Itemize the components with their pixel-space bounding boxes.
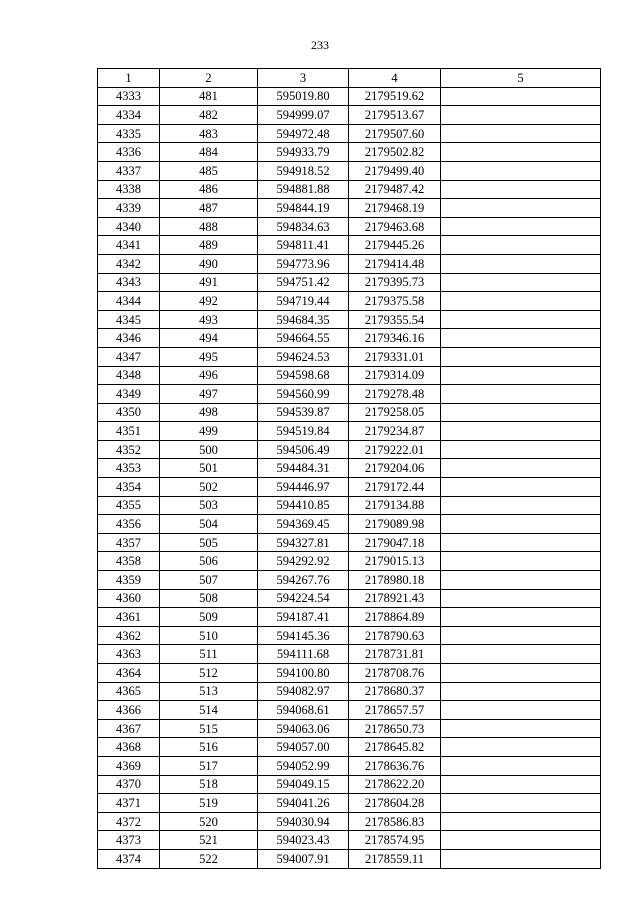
table-cell: 4352 [98,440,160,459]
table-cell: 520 [160,812,258,831]
table-cell: 594224.54 [258,589,349,608]
table-cell: 594369.45 [258,515,349,534]
table-cell: 4364 [98,664,160,683]
table-cell: 4347 [98,347,160,366]
table-cell [441,701,601,720]
table-cell: 4365 [98,682,160,701]
table-row [98,329,601,348]
table-row [98,738,601,757]
table-cell: 4348 [98,366,160,385]
page-number: 233 [311,38,329,52]
table-row [98,812,601,831]
table-cell: 4373 [98,831,160,850]
table-cell: 499 [160,422,258,441]
table-cell: 4341 [98,236,160,255]
table-cell: 4368 [98,738,160,757]
table-cell: 498 [160,403,258,422]
table-cell: 4372 [98,812,160,831]
table-cell: 4337 [98,161,160,180]
table-cell: 519 [160,794,258,813]
table-cell: 2179445.26 [349,236,441,255]
table-cell: 594145.36 [258,626,349,645]
table-row [98,849,601,868]
table-row [98,422,601,441]
table-row [98,180,601,199]
table-row [98,87,601,106]
table-row [98,552,601,571]
table-cell [441,589,601,608]
table-cell: 2178680.37 [349,682,441,701]
table-cell [441,459,601,478]
table-cell: 4342 [98,254,160,273]
table-cell: 594684.35 [258,310,349,329]
table-cell: 594881.88 [258,180,349,199]
table-row [98,775,601,794]
table-row [98,589,601,608]
table-cell: 594292.92 [258,552,349,571]
table-row [98,292,601,311]
table-cell: 512 [160,664,258,683]
table-cell: 4333 [98,87,160,106]
table-cell: 594598.68 [258,366,349,385]
table-cell: 2178650.73 [349,719,441,738]
table-cell: 594111.68 [258,645,349,664]
table-row [98,385,601,404]
table-cell: 521 [160,831,258,850]
table-cell: 2179015.13 [349,552,441,571]
table-cell: 2179234.87 [349,422,441,441]
table-cell: 492 [160,292,258,311]
table-cell: 2178622.20 [349,775,441,794]
table-cell: 4363 [98,645,160,664]
table-cell: 506 [160,552,258,571]
table-cell: 2178731.81 [349,645,441,664]
table-cell: 2179331.01 [349,347,441,366]
table-cell: 489 [160,236,258,255]
table-cell [441,87,601,106]
table-cell: 594041.26 [258,794,349,813]
table-cell: 2178980.18 [349,571,441,590]
table-cell: 594751.42 [258,273,349,292]
table-cell: 2178574.95 [349,831,441,850]
table-cell: 513 [160,682,258,701]
table-row [98,756,601,775]
table-cell: 4345 [98,310,160,329]
table-cell: 594834.63 [258,217,349,236]
table-cell: 483 [160,124,258,143]
table-row [98,533,601,552]
table-cell [441,775,601,794]
table-cell: 594972.48 [258,124,349,143]
table-cell [441,682,601,701]
table-cell [441,849,601,868]
table-row [98,571,601,590]
table-row [98,645,601,664]
table-cell: 2178586.83 [349,812,441,831]
table-cell: 2178921.43 [349,589,441,608]
table-cell [441,366,601,385]
table-row [98,161,601,180]
table-row [98,199,601,218]
column-header: 3 [258,69,349,88]
table-row [98,794,601,813]
table-cell [441,403,601,422]
table-cell [441,236,601,255]
table-cell: 4367 [98,719,160,738]
table-row [98,254,601,273]
table-row [98,124,601,143]
column-header: 1 [98,69,160,88]
table-cell [441,645,601,664]
table-cell [441,124,601,143]
table-cell: 4334 [98,106,160,125]
table-cell: 4344 [98,292,160,311]
table-row [98,496,601,515]
coordinates-table [97,68,601,869]
table-cell: 2179278.48 [349,385,441,404]
table-cell [441,626,601,645]
table-body [98,87,601,868]
table-cell: 594506.49 [258,440,349,459]
table-cell: 594267.76 [258,571,349,590]
table-cell: 594030.94 [258,812,349,831]
table-cell: 594844.19 [258,199,349,218]
table-cell: 594773.96 [258,254,349,273]
table-cell: 2179507.60 [349,124,441,143]
table-cell: 2178657.57 [349,701,441,720]
table-cell: 2178645.82 [349,738,441,757]
table-cell: 501 [160,459,258,478]
table-cell: 4351 [98,422,160,441]
table-cell [441,831,601,850]
table-cell: 2179395.73 [349,273,441,292]
table-cell [441,608,601,627]
table-cell: 594539.87 [258,403,349,422]
table-cell [441,719,601,738]
table-cell: 2179468.19 [349,199,441,218]
table-row [98,719,601,738]
table-cell: 4371 [98,794,160,813]
table-cell: 4346 [98,329,160,348]
header-row [98,69,601,88]
table-cell: 594023.43 [258,831,349,850]
table-cell: 4350 [98,403,160,422]
table-cell: 594624.53 [258,347,349,366]
table-cell: 507 [160,571,258,590]
table-cell: 594052.99 [258,756,349,775]
table-cell: 522 [160,849,258,868]
table-cell [441,571,601,590]
table-cell: 500 [160,440,258,459]
table-cell: 4336 [98,143,160,162]
table-cell [441,254,601,273]
table-cell: 4340 [98,217,160,236]
table-cell: 2179355.54 [349,310,441,329]
table-cell: 594187.41 [258,608,349,627]
table-cell [441,143,601,162]
table-cell: 2179519.62 [349,87,441,106]
table-cell: 497 [160,385,258,404]
table-cell: 494 [160,329,258,348]
table-cell: 502 [160,478,258,497]
column-header: 5 [441,69,601,88]
table-cell: 4355 [98,496,160,515]
table-row [98,608,601,627]
column-header: 2 [160,69,258,88]
table-cell: 4369 [98,756,160,775]
table-cell: 504 [160,515,258,534]
table-cell: 2179499.40 [349,161,441,180]
table-cell: 594560.99 [258,385,349,404]
table-cell: 4366 [98,701,160,720]
table-cell [441,738,601,757]
table-cell: 4353 [98,459,160,478]
table-cell [441,812,601,831]
table-cell: 4358 [98,552,160,571]
table-cell: 511 [160,645,258,664]
table-cell [441,217,601,236]
table-cell: 490 [160,254,258,273]
table-row [98,217,601,236]
table-row [98,515,601,534]
table-cell: 488 [160,217,258,236]
table-cell: 4370 [98,775,160,794]
table-cell: 516 [160,738,258,757]
table-cell: 2179463.68 [349,217,441,236]
table-cell: 594327.81 [258,533,349,552]
table-cell: 4338 [98,180,160,199]
table-cell: 515 [160,719,258,738]
table-row [98,366,601,385]
table-cell: 594410.85 [258,496,349,515]
table-cell [441,664,601,683]
table-row [98,310,601,329]
table-row [98,701,601,720]
table-cell: 486 [160,180,258,199]
table-row [98,143,601,162]
table-row [98,831,601,850]
table-cell: 481 [160,87,258,106]
table-cell: 484 [160,143,258,162]
table-cell: 491 [160,273,258,292]
table-cell [441,515,601,534]
table-cell: 594057.00 [258,738,349,757]
table-cell [441,385,601,404]
table-cell [441,329,601,348]
table-cell: 2178604.28 [349,794,441,813]
table-cell: 594082.97 [258,682,349,701]
table-cell [441,440,601,459]
table-cell: 4361 [98,608,160,627]
table-cell: 2179134.88 [349,496,441,515]
table-cell: 493 [160,310,258,329]
table-cell [441,199,601,218]
table-cell: 4374 [98,849,160,868]
table-header [98,69,601,88]
table-cell: 514 [160,701,258,720]
table-cell: 2179089.98 [349,515,441,534]
table-cell: 2178708.76 [349,664,441,683]
table-cell: 4357 [98,533,160,552]
table-cell: 2179487.42 [349,180,441,199]
table-cell: 2178559.11 [349,849,441,868]
table-cell: 4339 [98,199,160,218]
table-row [98,273,601,292]
table-cell: 2179502.82 [349,143,441,162]
table-cell: 487 [160,199,258,218]
table-cell: 4362 [98,626,160,645]
table-row [98,478,601,497]
table-cell [441,180,601,199]
table-cell: 594063.06 [258,719,349,738]
table-row [98,347,601,366]
table-cell: 2178864.89 [349,608,441,627]
table-cell: 4360 [98,589,160,608]
table-cell: 594918.52 [258,161,349,180]
table-row [98,106,601,125]
table-cell [441,422,601,441]
table-cell: 518 [160,775,258,794]
table-cell [441,347,601,366]
table-row [98,236,601,255]
table-cell: 2179204.06 [349,459,441,478]
table-cell: 594999.07 [258,106,349,125]
table-cell: 517 [160,756,258,775]
table-cell: 4343 [98,273,160,292]
table-cell [441,292,601,311]
table-cell [441,496,601,515]
table-cell: 594664.55 [258,329,349,348]
table-cell: 4354 [98,478,160,497]
table-cell: 594007.91 [258,849,349,868]
table-cell: 495 [160,347,258,366]
table-cell [441,794,601,813]
table-cell: 2179222.01 [349,440,441,459]
table-cell: 496 [160,366,258,385]
table-cell [441,478,601,497]
table-cell: 4356 [98,515,160,534]
table-cell: 594933.79 [258,143,349,162]
table-cell: 485 [160,161,258,180]
table-cell [441,756,601,775]
table-cell [441,552,601,571]
table-cell: 2179314.09 [349,366,441,385]
table-cell: 594811.41 [258,236,349,255]
table-cell: 594100.80 [258,664,349,683]
table-row [98,403,601,422]
table-cell: 505 [160,533,258,552]
table-cell [441,310,601,329]
table-cell: 594068.61 [258,701,349,720]
table-row [98,626,601,645]
table-cell: 594719.44 [258,292,349,311]
table-cell: 2178636.76 [349,756,441,775]
table-row [98,682,601,701]
table-cell: 2179346.16 [349,329,441,348]
table-cell: 2179047.18 [349,533,441,552]
table-cell: 594519.84 [258,422,349,441]
table-cell: 594446.97 [258,478,349,497]
table-cell: 595019.80 [258,87,349,106]
table-cell: 2179375.58 [349,292,441,311]
table-cell: 594484.31 [258,459,349,478]
table-cell: 594049.15 [258,775,349,794]
table-cell: 2178790.63 [349,626,441,645]
table-cell: 2179513.67 [349,106,441,125]
table-cell: 2179172.44 [349,478,441,497]
table-cell: 4349 [98,385,160,404]
table-cell: 2179258.05 [349,403,441,422]
table-cell [441,106,601,125]
table-cell [441,161,601,180]
table-cell: 503 [160,496,258,515]
column-header: 4 [349,69,441,88]
table-cell: 4335 [98,124,160,143]
table-cell: 4359 [98,571,160,590]
table-row [98,440,601,459]
table-cell: 510 [160,626,258,645]
table-cell: 509 [160,608,258,627]
table-row [98,664,601,683]
table-cell: 2179414.48 [349,254,441,273]
table-cell: 508 [160,589,258,608]
table-cell: 482 [160,106,258,125]
table-row [98,459,601,478]
table-cell [441,273,601,292]
table-cell [441,533,601,552]
